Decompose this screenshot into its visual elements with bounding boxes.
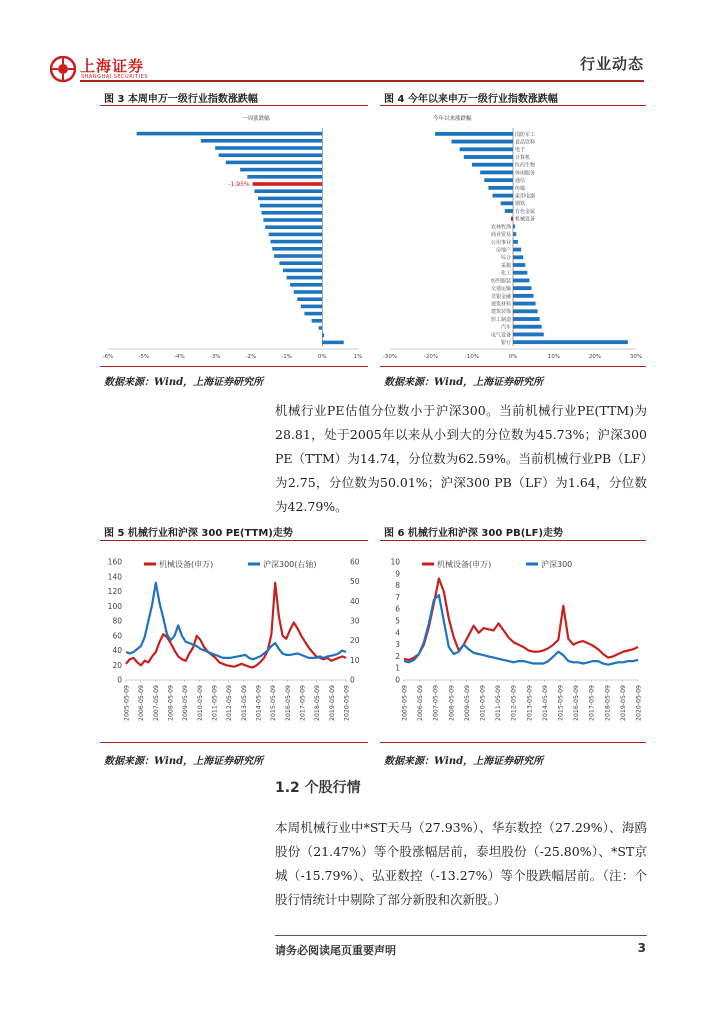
fig5-chart — [100, 548, 370, 738]
x-tick-label: 2005-05-09 — [401, 685, 409, 721]
bar — [472, 163, 513, 167]
bar-label: 电气设备 — [490, 332, 511, 339]
bar-label: 食品饮料 — [515, 139, 536, 146]
bar — [501, 201, 513, 205]
x-tick-label: 2018-05-09 — [604, 685, 612, 721]
bar — [271, 240, 323, 244]
legend-label: 沪深300(右轴) — [263, 560, 317, 569]
bar-label: 银行 — [500, 340, 511, 347]
bar — [283, 269, 322, 273]
x-tick-label: 2013-05-09 — [526, 685, 534, 721]
fig3-bottom-rule — [100, 366, 368, 367]
bar — [294, 290, 323, 294]
bar — [297, 297, 322, 301]
bar-label: 交通运输 — [490, 286, 511, 293]
bar — [201, 139, 322, 143]
bar — [513, 271, 527, 275]
bar — [460, 147, 513, 151]
bar-label: 通信 — [515, 178, 526, 185]
x-tick-label: 2008-05-09 — [167, 685, 175, 721]
y-tick-label: 10 — [390, 557, 400, 567]
bar — [513, 225, 515, 229]
bar — [464, 155, 513, 159]
bar-label: 轻工制造 — [490, 316, 511, 323]
x-tick-label: 2005-05-09 — [123, 685, 131, 721]
bar — [254, 189, 322, 193]
fig6-chart — [380, 548, 646, 738]
y-tick-label: 6 — [395, 604, 400, 614]
bar-label: 汽车 — [500, 324, 511, 331]
bar-label: 建筑装饰 — [490, 309, 511, 316]
highlight-annotation: -1.95% — [228, 180, 250, 188]
x-tick-label: 2018-05-09 — [314, 685, 322, 721]
y-tick-label: 120 — [107, 587, 122, 596]
fig6-caption: 图 6 机械行业和沪深 300 PB(LF)走势 — [384, 528, 564, 539]
bar — [215, 146, 322, 150]
x-tick-label: 20% — [588, 354, 602, 360]
bar-label: 电子 — [515, 147, 526, 154]
footer-disclaimer: 请务必阅读尾页重要声明 — [275, 944, 396, 957]
bar — [290, 283, 322, 287]
bar-label: 农林牧渔 — [490, 224, 511, 231]
bar — [513, 294, 534, 298]
x-tick-label: 2019-05-09 — [328, 685, 336, 721]
y-tick-label: 80 — [112, 616, 122, 626]
bar — [287, 276, 323, 280]
bar — [301, 305, 322, 309]
bar — [513, 302, 536, 306]
bar — [247, 175, 322, 179]
logo-subtext: SHANGHAI SECURITIES — [81, 74, 149, 80]
fig6-source: 数据来源：Wind，上海证券研究所 — [384, 756, 544, 767]
bar — [219, 153, 323, 157]
bar — [513, 279, 529, 283]
bar — [484, 178, 513, 182]
bar-label: 纺织服装 — [490, 278, 511, 285]
bar-label: 医药生物 — [515, 162, 536, 169]
y-tick-label: 20 — [112, 660, 122, 670]
x-tick-label: 2006-05-09 — [138, 685, 146, 721]
document-type: 行业动态 — [579, 55, 644, 73]
x-tick-label: -2% — [245, 354, 257, 360]
header-divider — [80, 80, 644, 82]
bar — [452, 140, 514, 144]
bar — [513, 263, 525, 267]
x-tick-label: 10% — [547, 354, 561, 360]
bar — [263, 218, 322, 222]
y-right-tick-label: 50 — [350, 577, 360, 587]
bar-label: 商业贸易 — [490, 232, 511, 239]
fig5-top-rule — [100, 540, 368, 541]
x-tick-label: 2014-05-09 — [255, 685, 263, 721]
fig4-svg — [380, 108, 646, 362]
y-tick-label: 140 — [107, 572, 122, 582]
y-right-tick-label: 10 — [350, 655, 360, 665]
bar — [312, 319, 323, 323]
bar — [260, 204, 323, 208]
y-tick-label: 0 — [395, 675, 400, 685]
x-tick-label: 2015-05-09 — [557, 685, 565, 721]
bar — [137, 132, 323, 136]
x-tick-label: 2012-05-09 — [226, 685, 234, 721]
x-tick-label: 2006-05-09 — [417, 685, 425, 721]
bar-label: 传媒 — [515, 185, 526, 192]
x-tick-label: 2011-05-09 — [211, 685, 219, 721]
bar — [240, 168, 322, 172]
bar-label: 非银金融 — [490, 293, 511, 300]
bar — [513, 255, 523, 259]
legend-label: 机械设备(申万) — [159, 560, 214, 569]
x-tick-label: 2010-05-09 — [479, 685, 487, 721]
bar — [513, 333, 544, 337]
x-tick-label: 2008-05-09 — [448, 685, 456, 721]
bar — [319, 326, 323, 330]
fig6-bottom-rule — [380, 742, 646, 743]
bar-label: 国防军工 — [515, 131, 536, 138]
bar-label: 房地产 — [495, 247, 511, 254]
bar-label: 休闲服务 — [515, 170, 536, 177]
y-tick-label: 60 — [112, 631, 122, 641]
fig3-svg — [100, 108, 368, 362]
x-tick-label: 2011-05-09 — [495, 685, 503, 721]
fig3-top-rule — [100, 105, 368, 106]
x-tick-label: -20% — [423, 354, 439, 360]
y-right-tick-label: 20 — [350, 636, 360, 646]
bar — [435, 132, 513, 136]
section-heading: 1.2 个股行情 — [275, 780, 361, 796]
x-tick-label: 2009-05-09 — [182, 685, 190, 721]
bar — [513, 309, 538, 313]
bar — [274, 254, 322, 258]
x-tick-label: 2007-05-09 — [152, 685, 160, 721]
x-tick-label: 2020-05-09 — [343, 685, 351, 721]
y-right-tick-label: 60 — [350, 557, 360, 567]
bar — [513, 340, 628, 344]
x-tick-label: -30% — [382, 354, 398, 360]
bar — [304, 312, 322, 316]
bar-label: 建筑材料 — [490, 301, 511, 308]
fig5-caption: 图 5 机械行业和沪深 300 PE(TTM)走势 — [104, 528, 293, 539]
y-tick-label: 8 — [395, 581, 400, 591]
chart-title: 今年以来涨跌幅 — [433, 116, 472, 122]
y-tick-label: 40 — [112, 646, 122, 655]
x-tick-label: -5% — [138, 354, 150, 360]
x-tick-label: 2017-05-09 — [588, 685, 596, 721]
y-tick-label: 100 — [107, 601, 122, 611]
bar-label: 钢铁 — [515, 201, 526, 208]
fig6-top-rule — [380, 540, 646, 541]
x-tick-label: -4% — [174, 354, 185, 360]
x-tick-label: 2007-05-09 — [432, 685, 440, 721]
bar — [269, 233, 323, 237]
bar-label: 综合 — [500, 255, 511, 262]
x-tick-label: 2010-05-09 — [196, 685, 204, 721]
x-tick-label: 0% — [317, 354, 327, 360]
chart-title: 一周涨跌幅 — [242, 116, 270, 122]
bar — [226, 161, 322, 165]
legend-label: 沪深300 — [541, 560, 573, 569]
legend-label: 机械设备(申万) — [437, 560, 492, 569]
fig3-caption: 图 3 本周申万一级行业指数涨跌幅 — [104, 94, 258, 105]
series-line — [404, 579, 638, 660]
fig3-chart — [100, 108, 368, 362]
x-tick-label: 2015-05-09 — [270, 685, 278, 721]
y-right-tick-label: 0 — [350, 675, 355, 685]
x-tick-label: 2014-05-09 — [541, 685, 549, 721]
y-tick-label: 160 — [107, 557, 122, 567]
x-tick-label: 1% — [353, 354, 363, 360]
y-tick-label: 1 — [395, 663, 400, 673]
y-tick-label: 4 — [395, 628, 400, 638]
x-tick-label: 30% — [629, 354, 643, 360]
bar — [511, 217, 513, 221]
x-tick-label: 2012-05-09 — [510, 685, 518, 721]
bar — [488, 186, 513, 190]
series-line — [126, 583, 346, 660]
bar — [258, 197, 322, 201]
x-tick-label: 0% — [508, 354, 518, 360]
pe-pb-paragraph: 机械行业PE估值分位数小于沪深300。当前机械行业PE(TTM)为28.81，处于2005年以来从小到大的分位数为45.73%；沪深300 PE（TTM）为14.74，分位数为62.59%。当前机械行业PB（LF）为2.75，分位数为50.01%；沪深300 PB（LF）为1.64，分位数为42.79%。 — [275, 403, 647, 514]
bar — [505, 209, 513, 213]
x-tick-label: -3% — [209, 354, 221, 360]
y-tick-label: 0 — [117, 675, 122, 685]
bar-label: 家用电器 — [515, 193, 536, 200]
bar — [513, 286, 531, 290]
x-tick-label: -10% — [464, 354, 480, 360]
x-tick-label: 2016-05-09 — [573, 685, 581, 721]
fig5-bottom-rule — [100, 742, 368, 743]
x-tick-label: -6% — [102, 354, 114, 360]
x-tick-label: 2016-05-09 — [284, 685, 292, 721]
fig3-source: 数据来源：Wind，上海证券研究所 — [104, 377, 264, 388]
y-tick-label: 3 — [395, 640, 400, 650]
bar — [493, 194, 514, 198]
y-right-tick-label: 30 — [350, 616, 360, 626]
bar-label: 采掘 — [500, 262, 511, 269]
footer-divider — [275, 935, 647, 936]
y-tick-label: 2 — [395, 651, 400, 661]
bar-label: 计算机 — [515, 154, 531, 161]
bar-label: 化工 — [500, 270, 511, 277]
bar — [253, 182, 323, 186]
fig4-caption: 图 4 今年以来申万一级行业指数涨跌幅 — [384, 94, 558, 105]
bar — [279, 261, 322, 265]
stock-movers-paragraph: 本周机械行业中*ST天马（27.93%）、华东数控（27.29%）、海鸥股份（21.47%）等个股涨幅居前，泰坦股份（-25.80%）、*ST京城（-15.79%）、弘亚数控（-13.27%）等个股跌幅居前。（注：个股行情统计中剔除了部分新股和次新股。） — [275, 820, 647, 907]
bar — [265, 225, 322, 229]
y-right-tick-label: 40 — [350, 596, 360, 606]
bar — [513, 232, 516, 236]
y-tick-label: 7 — [395, 592, 400, 602]
x-tick-label: 2019-05-09 — [619, 685, 627, 721]
bar-label: 有色金属 — [515, 208, 536, 215]
bar — [262, 211, 323, 215]
x-tick-label: 2009-05-09 — [463, 685, 471, 721]
fig5-svg — [100, 548, 370, 738]
bar — [272, 247, 322, 251]
logo-text: 上海证券 — [80, 57, 145, 75]
bar — [513, 248, 521, 252]
x-tick-label: 2020-05-09 — [635, 685, 643, 721]
fig4-chart — [380, 108, 646, 362]
bar-label: 公用事业 — [490, 239, 511, 246]
x-tick-label: 2013-05-09 — [240, 685, 248, 721]
fig4-bottom-rule — [380, 366, 646, 367]
bar — [513, 317, 540, 321]
fig6-svg — [380, 548, 646, 738]
bar — [480, 171, 513, 175]
fig5-source: 数据来源：Wind，上海证券研究所 — [104, 756, 264, 767]
y-tick-label: 5 — [395, 616, 400, 626]
x-tick-label: -1% — [281, 354, 292, 360]
fig4-source: 数据来源：Wind，上海证券研究所 — [384, 377, 544, 388]
bar — [322, 341, 343, 345]
logo-mark-icon — [50, 56, 76, 82]
page-number: 3 — [637, 941, 646, 955]
fig4-top-rule — [380, 105, 646, 106]
y-tick-label: 9 — [395, 569, 400, 579]
bar — [513, 325, 542, 329]
bar-label: 机械设备 — [515, 216, 536, 223]
bar — [513, 240, 518, 244]
x-tick-label: 2017-05-09 — [299, 685, 307, 721]
